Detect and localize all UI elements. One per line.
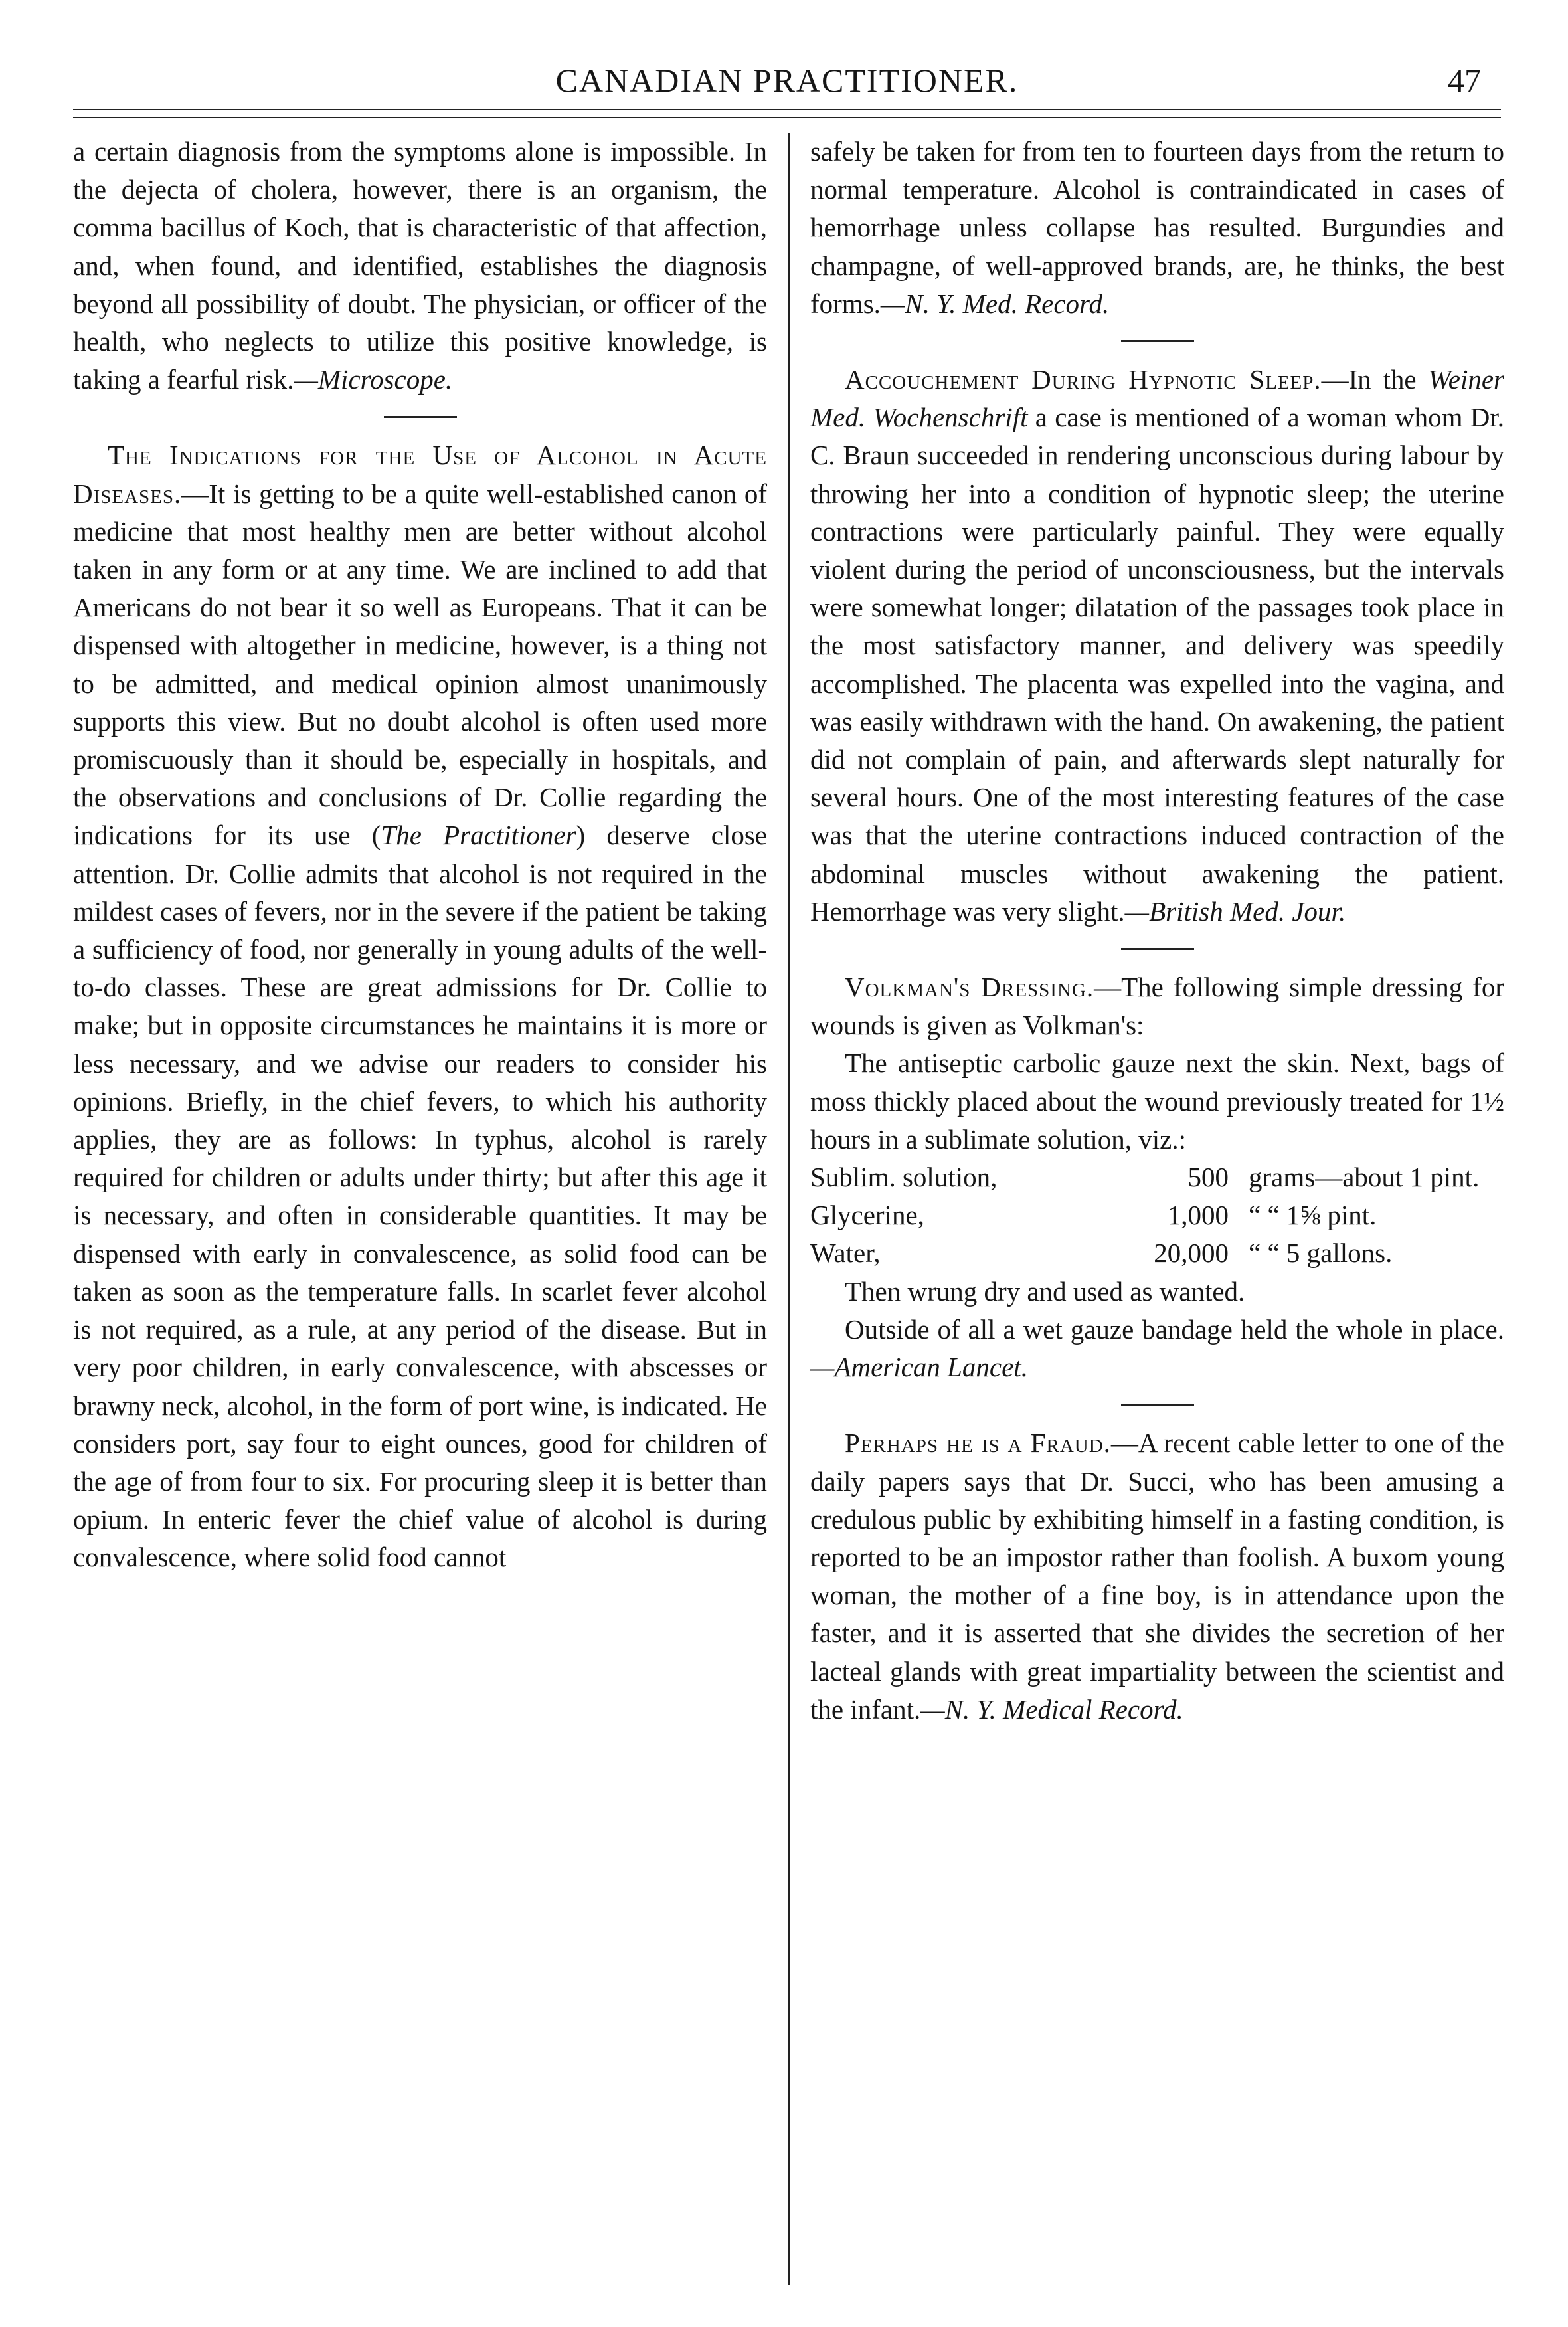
journal-title: CANADIAN PRACTITIONER. [555, 62, 1019, 99]
volkman-step-3 [810, 1311, 1504, 1386]
source-citation: —American Lancet. [810, 1352, 1028, 1383]
article-intro: —The following simple dressing for wounds is given as Volkman's: [810, 972, 1504, 1041]
journal-citation: The Practitioner [381, 820, 576, 851]
page-number: 47 [1448, 62, 1481, 99]
source-citation: —N. Y. Medical Record. [920, 1693, 1183, 1724]
continued-paragraph [73, 133, 767, 399]
recipe-quantity: 1,000 [1167, 1200, 1229, 1231]
article-heading: Volkman's Dressing. [845, 972, 1094, 1003]
recipe-row [810, 1234, 1504, 1272]
recipe-unit: “ “ 1⅝ pint. [1249, 1200, 1377, 1231]
recipe-table [810, 1159, 1504, 1273]
recipe-quantity: 20,000 [1154, 1238, 1229, 1269]
left-column [73, 133, 767, 2298]
source-citation: —Microscope. [294, 364, 453, 395]
recipe-unit: grams—about 1 pint. [1249, 1162, 1480, 1193]
volkman-article [810, 969, 1504, 1044]
article-separator [1121, 340, 1194, 342]
fraud-article [810, 1424, 1504, 1728]
article-heading: Perhaps he is a Fraud. [845, 1428, 1111, 1459]
article-body: —It is getting to be a quite well-established canon of medicine that most healthy men are better without alcohol taken in any form or at any time. We are inclined to add that Americans do not bear it so well as Europeans. That it can be dispensed with altogether in medicine, however, is a thing not to be admitted, and medical opinion almost unanimously supports this view. But no doubt alcohol is often used more promiscuously than it should be, especially in hospitals, and the observations and conclusions of Dr. Collie regarding the indications for its use ( [73, 478, 767, 851]
article-heading: The Indications for the Use of Alcohol in Acute Diseases. [73, 440, 767, 509]
recipe-row [810, 1196, 1504, 1234]
article-heading: Accouchement During Hypnotic Sleep. [845, 364, 1322, 395]
journal-page [73, 53, 1505, 2298]
article-lead: —In the [1321, 364, 1429, 395]
alcohol-article [73, 436, 767, 1576]
recipe-item: Glycerine, [810, 1200, 924, 1231]
article-separator [1121, 948, 1194, 950]
alcohol-article-continued [810, 133, 1504, 323]
two-column-body [73, 133, 1505, 2298]
header-double-rule [73, 109, 1501, 118]
column-divider [788, 133, 790, 2285]
continued-text: a certain diagnosis from the symptoms alone is impossible. In the dejecta of cholera, however, there is an organism, the comma bacillus of Koch, that is characteristic of that affection, and, when found, and identified, establishes the diagnosis beyond all possibility of doubt. The physician, or officer of the health, who neglects to utilize this positive knowledge, is taking a fearful risk. [73, 136, 767, 395]
article-body-rest: ) deserve close attention. Dr. Collie admits that alcohol is not required in the mildest cases of fevers, nor in the severe if the patient be taking a sufficiency of food, nor generally in young adults of the well-to-do classes. These are great admissions for Dr. Collie to make; but in opposite circumstances he maintains it is more or less necessary, and we advise our readers to consider his opinions. Briefly, in the chief fevers, to which his authority applies, they are as follows: In typhus, alcohol is rarely required for children or adults under thirty; but after this age it is necessary, and often in considerable quantities. It may be dispensed with early in convalescence, as solid food can be taken as soon as the temperature falls. In scarlet fever alcohol is not required, as a rule, at any period of the disease. But in very poor children, in early convalescence, with abscesses or brawny neck, alcohol, in the form of port wine, is indicated. He considers port, say four to eight ounces, good for children of the age of from four to six. For procuring sleep it is better than opium. In enteric fever the chief value of alcohol is during convalescence, where solid food cannot [73, 820, 767, 1573]
article-body: a case is mentioned of a woman whom Dr. C. Braun succeeded in rendering unconscious during labour by throwing her into a condition of hypnotic sleep; the uterine contractions were particularly painful. They were equally violent during the period of unconsciousness, but the intervals were somewhat longer; dilatation of the passages took place in the most satisfactory manner, and delivery was speedily accomplished. The placenta was expelled into the vagina, and was easily withdrawn with the hand. On awakening, the patient did not complain of pain, and afterwards slept naturally for several hours. One of the most interesting features of the case was that the uterine contractions induced contraction of the abdominal muscles without awakening the patient. Hemorrhage was very slight. [810, 402, 1505, 927]
article-separator [1121, 1404, 1194, 1406]
source-citation: —N. Y. Med. Record. [880, 288, 1110, 319]
recipe-item: Sublim. solution, [810, 1162, 998, 1193]
article-body: safely be taken for from ten to fourteen days from the return to normal temperature. Alcohol is contraindicated in cases of hemorrhage unless collapse has resulted. Burgundies and champagne, of well-approved brands, are, he thinks, the best forms. [810, 136, 1504, 319]
article-separator [384, 416, 457, 418]
volkman-step-2: Then wrung dry and used as wanted. [845, 1275, 1245, 1307]
running-header [73, 53, 1501, 113]
right-column [810, 133, 1504, 2298]
article-body: —A recent cable letter to one of the daily papers says that Dr. Succi, who has been amusing a credulous public by exhibiting himself in a fasting condition, is reported to be an impostor rather than foolish. A buxom young woman, the mother of a fine boy, is in attendance upon the faster, and it is asserted that she divides the secretion of her lacteal glands with great impartiality between the scientist and the infant. [810, 1428, 1504, 1724]
journal-citation: Weiner Med. Wochenschrift [810, 364, 1504, 433]
recipe-item: Water, [810, 1238, 881, 1269]
article-body: Outside of all a wet gauze bandage held the whole in place. [845, 1313, 1504, 1345]
recipe-unit: “ “ 5 gallons. [1249, 1238, 1393, 1269]
recipe-row [810, 1159, 1504, 1196]
source-citation: —British Med. Jour. [1124, 895, 1346, 927]
volkman-step-1: The antiseptic carbolic gauze next the skin. Next, bags of moss thickly placed about the wound previously treated for 1½ hours in a sublimate solution, viz.: [810, 1048, 1504, 1155]
hypnotic-article [810, 361, 1504, 931]
recipe-quantity: 500 [1187, 1162, 1229, 1193]
